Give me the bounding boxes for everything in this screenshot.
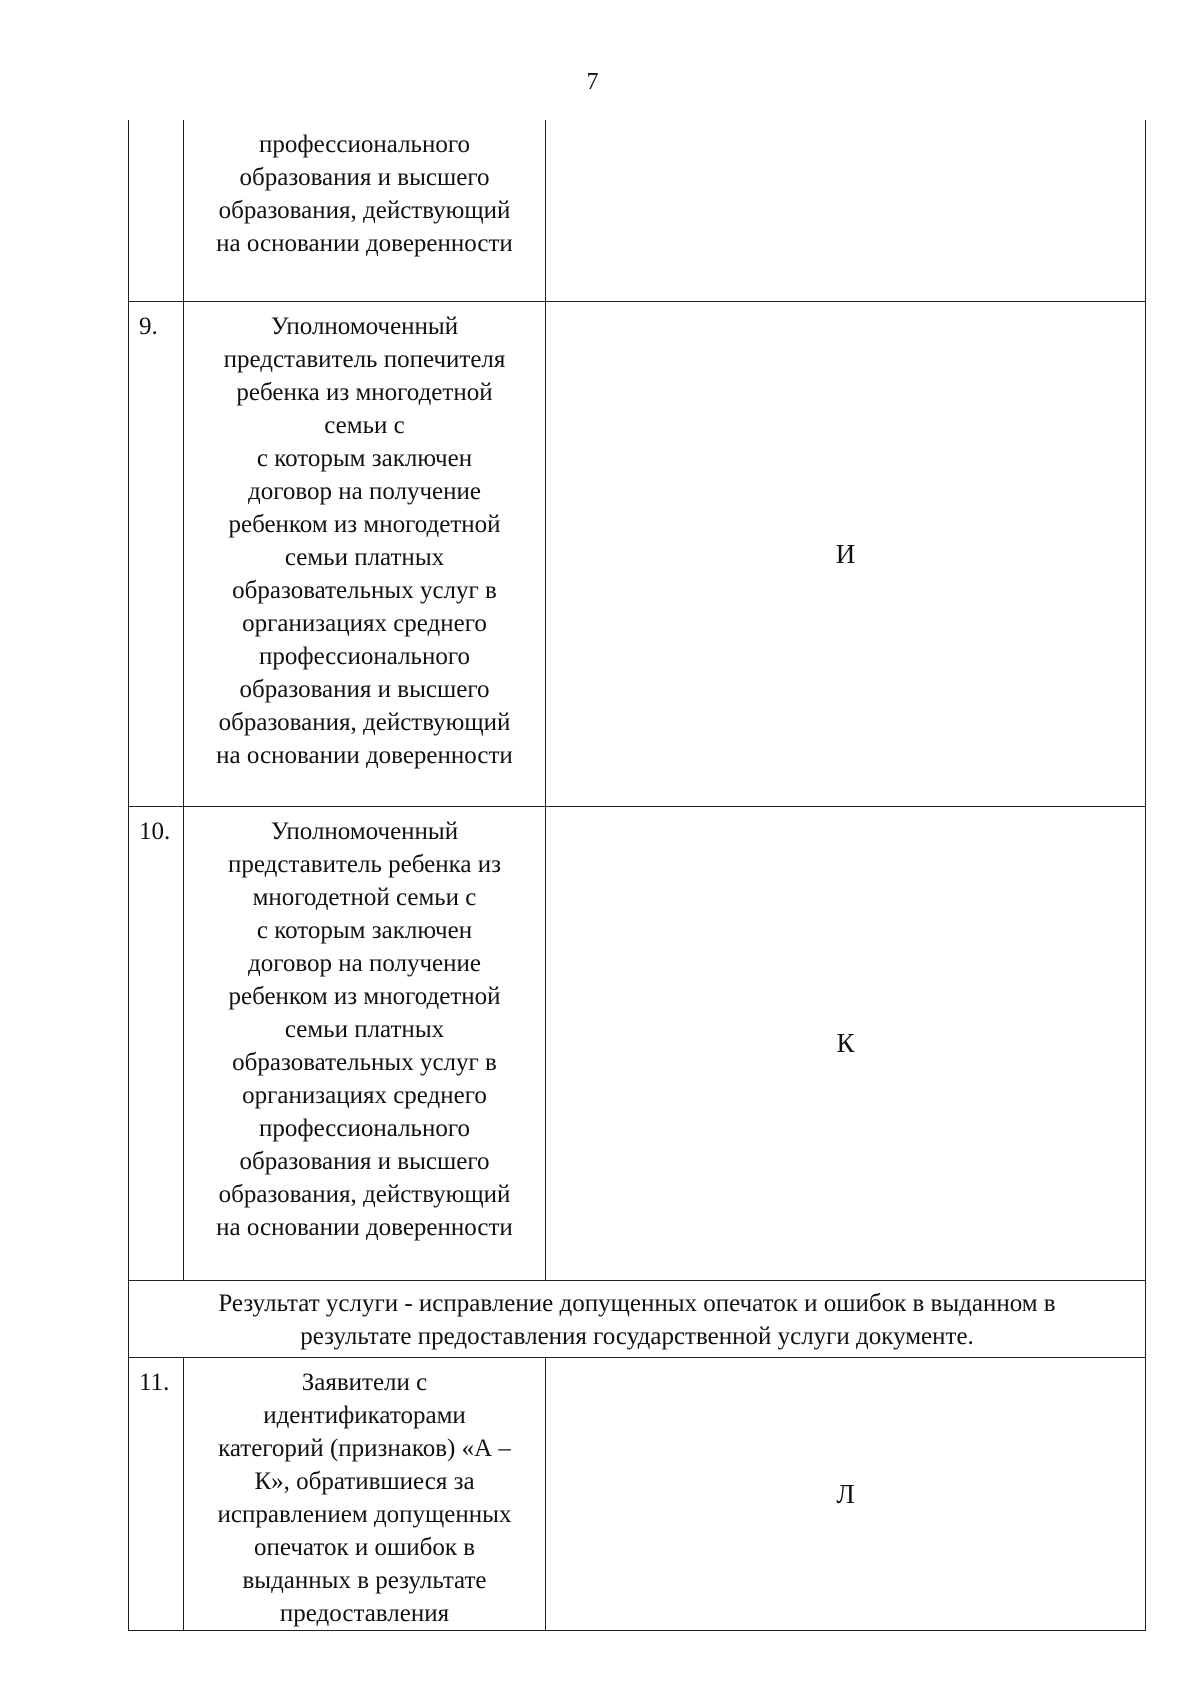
category-line: представитель ребенка из (228, 851, 501, 878)
table-row-result (129, 1281, 1146, 1358)
category-line: на основании доверенности (216, 742, 513, 769)
identifier-cell (546, 120, 1146, 302)
category-line: К», обратившиеся за (254, 1468, 475, 1495)
table-row-9 (129, 302, 1146, 807)
category-line: выданных в результате (242, 1567, 487, 1594)
category-line: образования и высшего (239, 164, 490, 191)
category-cell (184, 302, 546, 807)
result-line: Результат услуги - исправление допущенных опечаток и ошибок в выданном в (218, 1290, 1056, 1317)
category-line: профессионального (259, 131, 470, 158)
category-line: Заявители с (301, 1369, 428, 1396)
category-line: представитель попечителя (223, 346, 506, 373)
result-cell (129, 1281, 1146, 1358)
category-line: образовательных услуг в (232, 577, 497, 604)
category-line: семьи платных (284, 544, 445, 571)
category-line: профессионального (259, 643, 470, 670)
row-number-cell: 9. (129, 302, 184, 807)
category-line: многодетной семьи с (252, 884, 477, 911)
category-line: семьи с (324, 412, 405, 439)
category-line: образовательных услуг в (232, 1049, 497, 1076)
category-line: на основании доверенности (216, 230, 513, 257)
category-line: организациях среднего (242, 1082, 487, 1109)
category-line: профессионального (259, 1115, 470, 1142)
identifier-cell: И (546, 302, 1146, 807)
table-row-10 (129, 807, 1146, 1281)
category-line: договор на получение (247, 950, 481, 977)
category-line: ребенка из многодетной (236, 379, 493, 406)
page-number: 7 (586, 69, 599, 95)
table-row-11 (129, 1358, 1146, 1631)
category-line: образования и высшего (239, 676, 490, 703)
category-line: предоставления (279, 1600, 450, 1627)
table-row-continuation (129, 120, 1146, 302)
category-line: идентификаторами (263, 1402, 466, 1429)
category-line: Уполномоченный (270, 818, 459, 845)
identifier-cell: К (546, 807, 1146, 1281)
category-line: опечаток и ошибок в (253, 1534, 476, 1561)
category-line: ребенком из многодетной (228, 983, 501, 1010)
category-line: образования, действующий (218, 1181, 511, 1208)
result-line: результате предоставления государственной услуги документе. (300, 1323, 974, 1350)
category-line: семьи платных (284, 1016, 445, 1043)
row-number-cell: 10. (129, 807, 184, 1281)
category-line: категорий (признаков) «А – (218, 1435, 511, 1462)
category-cell (184, 1358, 546, 1631)
category-cell (184, 807, 546, 1281)
category-line: образования, действующий (218, 709, 511, 736)
category-line: договор на получение (247, 478, 481, 505)
category-line: с которым заключен (256, 917, 473, 944)
row-number-cell (129, 120, 184, 302)
category-line: образования, действующий (218, 197, 511, 224)
category-line: организациях среднего (242, 610, 487, 637)
category-line: на основании доверенности (216, 1214, 513, 1241)
category-line: исправлением допущенных (217, 1501, 512, 1528)
row-number-cell: 11. (129, 1358, 184, 1631)
category-line: образования и высшего (239, 1148, 490, 1175)
category-line: ребенком из многодетной (228, 511, 501, 538)
category-line: Уполномоченный (270, 313, 459, 340)
identifier-cell: Л (546, 1358, 1146, 1631)
category-cell (184, 120, 546, 302)
document-table (128, 120, 1146, 1631)
category-line: с которым заключен (256, 445, 473, 472)
